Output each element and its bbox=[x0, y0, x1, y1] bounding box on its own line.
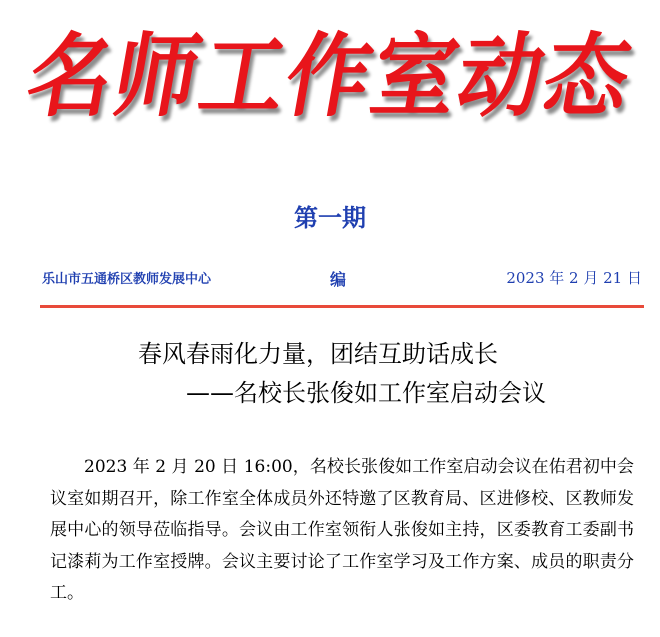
publication-meta bbox=[42, 268, 642, 292]
masthead-title: 名师工作室动态 bbox=[19, 23, 641, 129]
publisher-organization: 乐山市五通桥区教师发展中心 bbox=[42, 272, 212, 287]
issue-number: 第一期 bbox=[294, 204, 366, 232]
header-divider bbox=[40, 305, 644, 308]
article-body: 2023 年 2 月 20 日 16:00，名校长张俊如工作室启动会议在佑君初中会议室如期召开，除工作室全体成员外还特邀了区教育局、区进修校、区教师发展中心的领导莅临指导。会议由工作室领衔人张俊如主持，区委教育工委副书记漆莉为工作室授牌。会议主要讨论了工作室学习及工作方案、成员的职责分工。 bbox=[50, 457, 634, 603]
article-subtitle: ——名校长张俊如工作室启动会议 bbox=[186, 379, 546, 407]
edited-label: 编 bbox=[330, 270, 347, 289]
article-title: 春风春雨化力量，团结互助话成长 bbox=[138, 340, 498, 368]
masthead bbox=[0, 20, 660, 140]
publish-date: 2023 年 2 月 21 日 bbox=[506, 269, 642, 287]
